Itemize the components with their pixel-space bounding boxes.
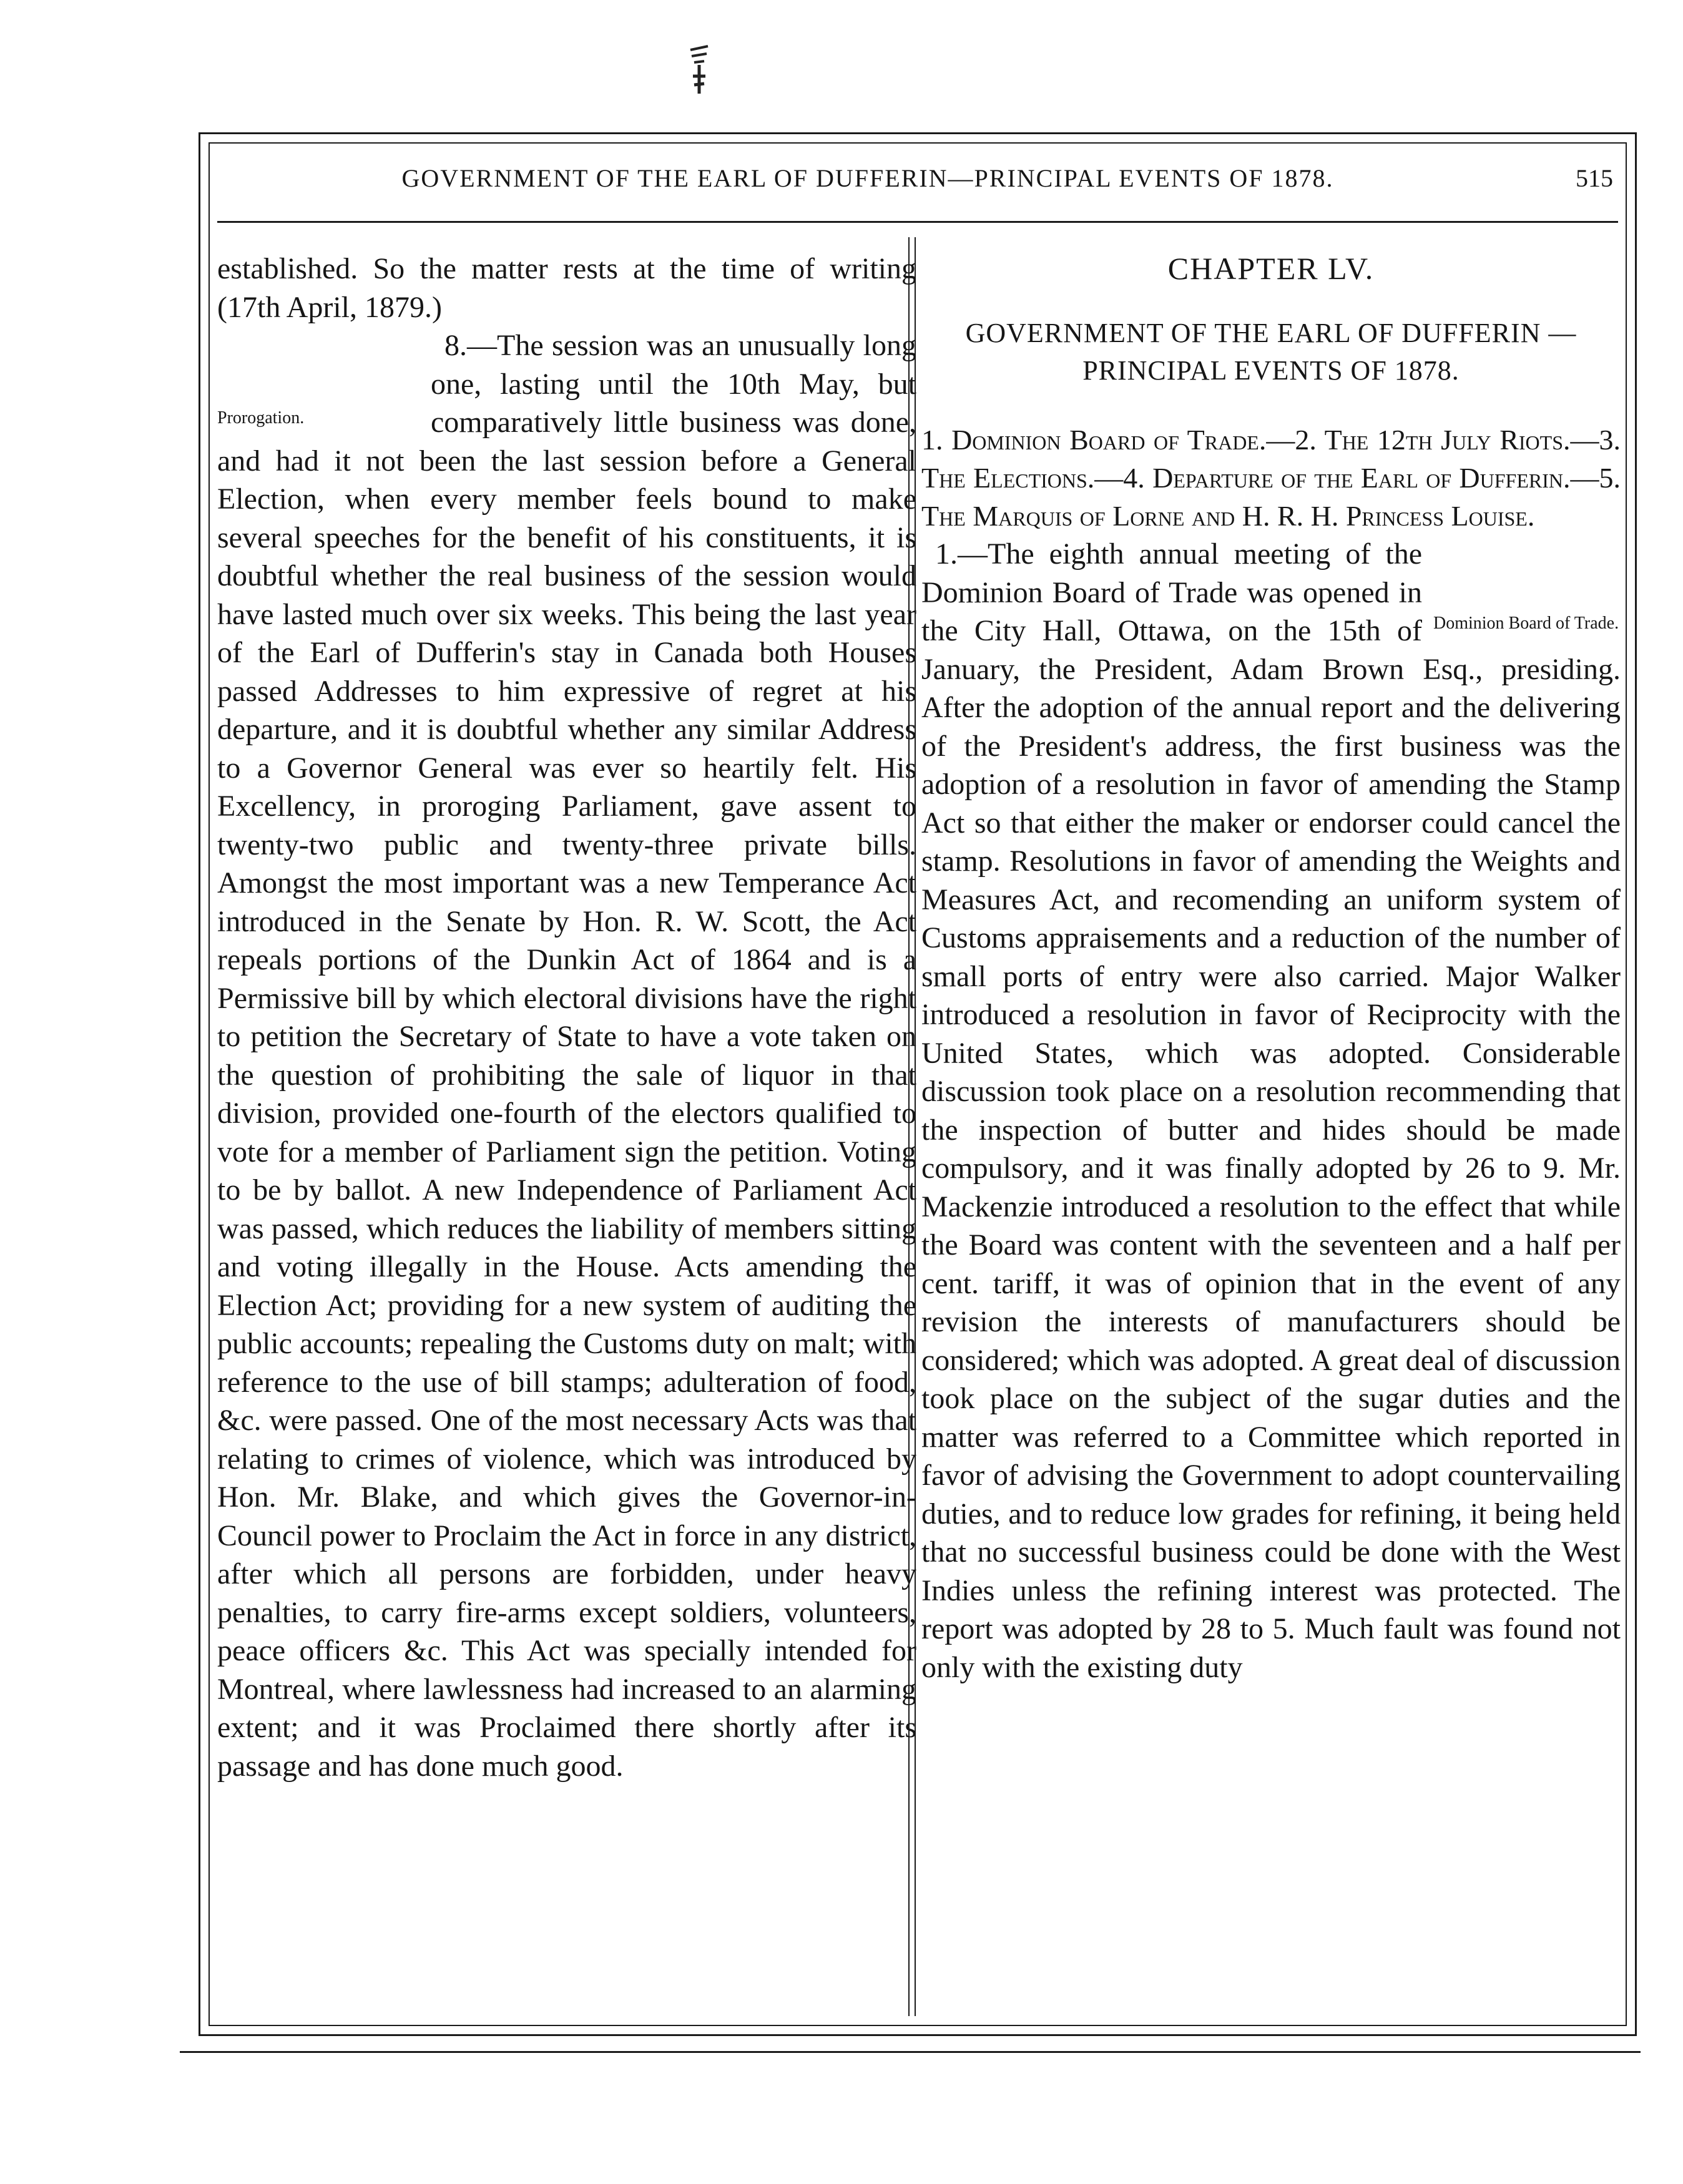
chapter-heading: CHAPTER LV. — [1167, 251, 1375, 286]
margin-note-dominion-board-of-trade: Dominion Board of Trade. — [1433, 614, 1619, 633]
page-number: 515 — [1576, 164, 1613, 192]
paragraph: 8.—The session was an unusually long one, lasting until the 10th May, but comparatively little business was done, and had it not been the last session before a General Election, when every member feels bound to make several speeches for the benefit of his constituents, it is doubtful whether the real business of the session would have lasted much over six weeks. This being the last year of the Earl of Dufferin's stay in Canada both Houses passed Addresses to him expressive of regret at his departure, and it is doubtful whether any similar Address to a Governor General was ever so heartily felt. His Excellency, in proroging Parliament, gave assent to twenty-two public and twenty-three private bills. Amongst the most important was a new Temperance Act introduced in the Senate by Hon. R. W. Scott, the Act repeals portions of the Dunkin Act of 1864 and is a Permissive bill by which electoral divisions have the right to petition the Secretary of State to have a vote taken on the question of prohibiting the sale of liquor in that division, provided one-fourth of the electors qualified to vote for a member of Parliament sign the petition. Voting to be by ballot. A new Independence of Parliament Act was passed, which reduces the liability of members sitting and voting illegally in the House. Acts amending the Election Act; providing for a new system of auditing the public accounts; repealing the Customs duty on malt; with reference to the use of bill stamps; adulteration of food, &c. were passed. One of the most necessary Acts was that relating to crimes of violence, which was introduced by Hon. Mr. Blake, and which gives the Governor-in-Council power to Proclaim the Act in force in any district, after which all persons are forbidden, under heavy penalties, to carry fire-arms except soldiers, volunteers, peace officers &c. This Act was specially intended for Montreal, where lawlessness had increased to an alarming extent; and it was Proclaimed there shortly after its passage and has done much good. — [217, 329, 916, 1783]
running-title: GOVERNMENT OF THE EARL OF DUFFERIN—PRINCIPAL EVENTS OF 1878. — [401, 164, 1334, 192]
bottom-rule — [180, 2051, 1641, 2053]
paragraph: 1.—The eighth annual meeting of the Dominion Board of Trade was opened in the City Hall, Ottawa, on the 15th of January, the President, Adam Brown Esq., presiding. After the adoption of the annual report and the delivering of the President's address, the first business was the adoption of a resolution in favor of amending the Stamp Act so that either the maker or endorser could cancel the stamp. Resolutions in favor of amending the Weights and Measures Act, and recomending an uniform system of Customs appraisements and a reduction of the number of small ports of entry were also carried. Major Walker introduced a resolution in favor of Reciprocity with the United States, which was adopted. Considerable discussion took place on a resolution recommending that the inspection of butter and hides should be made compulsory, and it was finally adopted by 26 to 9. Mr. Mackenzie introduced a resolution to the effect that while the Board was content with the seventeen and a half per cent. tariff, it was of opinion that in the event of any revision the interests of manufacturers should be considered; which was adopted. A great deal of discussion took place on the subject of the sugar duties and the matter was referred to a Committee which reported in favor of advising the Government to adopt countervailing duties, and to reduce low grades for refining, it being held that no successful business could be done with the West Indies unless the refining interest was protected. The report was adopted by 28 to 5. Much fault was found not only with the existing duty — [921, 537, 1621, 1684]
chapter-title: GOVERNMENT OF THE EARL OF DUFFERIN —PRINCIPAL EVENTS OF 1878. — [965, 318, 1577, 386]
left-column — [217, 250, 916, 2010]
margin-note-prorogation: Prorogation. — [217, 408, 305, 428]
header-rule — [217, 221, 1618, 223]
paragraph: established. So the matter rests at the time of writing (17th April, 1879.) — [217, 252, 916, 324]
ornament-icon — [685, 44, 713, 100]
right-column — [921, 250, 1621, 2010]
chapter-contents: 1. Dominion Board of Trade.—2. The 12th July Riots.—3. The Elections.—4. Departure of the Earl of Dufferin.—5. The Marquis of Lorne and H. R. H. Princess Louise. — [921, 424, 1621, 532]
